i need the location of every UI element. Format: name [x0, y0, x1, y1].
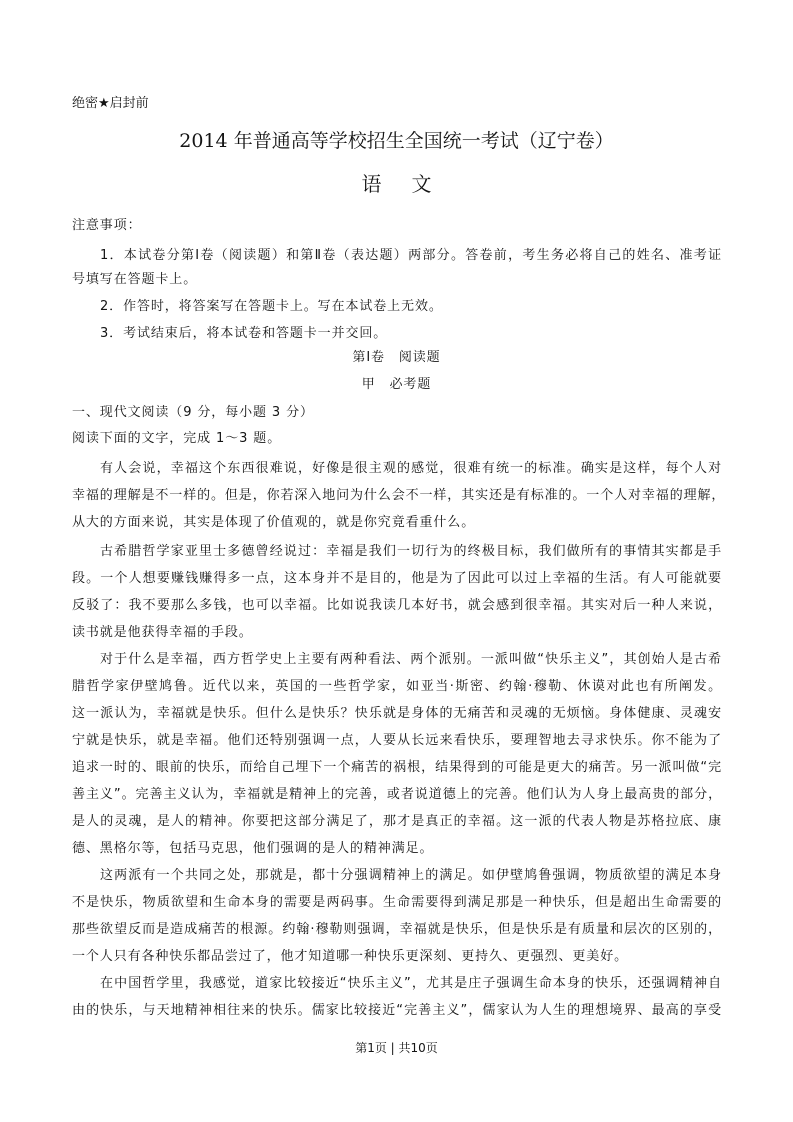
passage-line: 对于什么是幸福，西方哲学史上主要有两种看法、两个派别。一派叫做“快乐主义”，其创始人是古希 [100, 652, 722, 667]
notes-item: 1．本试卷分第Ⅰ卷（阅读题）和第Ⅱ卷（表达题）两部分。答卷前，考生务必将自己的姓名、准考证 [100, 248, 722, 263]
passage-line: 追求一时的、眼前的快乐，而给自己埋下一个痛苦的祸根，结果得到的可能是更大的痛苦。另一派叫做“完 [72, 760, 722, 775]
passage-line: 段。一个人想要赚钱赚得多一点，这本身并不是目的，他是为了因此可以过上幸福的生活。有人可能就要 [72, 571, 722, 586]
page-footer: 第1页 | 共10页 [355, 1041, 438, 1055]
passage-line: 幸福的理解是不一样的。但是，你若深入地问为什么会不一样，其实还是有标准的。一个人对幸福的理解， [72, 488, 726, 503]
passage-line: 古希腊哲学家亚里士多德曾经说过：幸福是我们一切行为的终极目标，我们做所有的事情其实都是手 [100, 544, 722, 559]
passage-line: 是人的灵魂，是人的精神。你要把这部分满足了，那才是真正的幸福。这一派的代表人物是苏格拉底、康 [72, 814, 722, 829]
question-heading: 一、现代文阅读（9 分，每小题 3 分） [72, 405, 314, 420]
passage-line: 反驳了：我不要那么多钱，也可以幸福。比如说我读几本好书，就会感到很幸福。其实对后一种人来说， [72, 598, 722, 613]
passage-line: 由的快乐，与天地精神相往来的快乐。儒家比较接近“完善主义”，儒家认为人生的理想境界、最高的享受 [72, 1003, 722, 1018]
passage-line: 宁就是快乐，就是幸福。他们还特别强调一点，人要从长远来看快乐，要理智地去寻求快乐。你不能为了 [72, 733, 722, 748]
confidential-label: 绝密★启封前 [72, 96, 149, 111]
passage-line: 德、黑格尔等，包括马克思，他们强调的是人的精神满足。 [72, 841, 434, 856]
notes-item: 3．考试结束后，将本试卷和答题卡一并交回。 [100, 326, 388, 341]
passage-line: 读书就是他获得幸福的手段。 [72, 625, 253, 640]
passage-line: 那些欲望反而是造成痛苦的根源。约翰·穆勒则强调，幸福就是快乐，但是快乐是有质量和层次的区别的， [72, 922, 722, 937]
passage-line: 腊哲学家伊壁鸠鲁。近代以来，英国的一些哲学家，如亚当·斯密、约翰·穆勒、休谟对此也有所阐发。 [72, 679, 722, 694]
passage-line: 不是快乐，物质欲望和生命本身的需要是两码事。生命需要得到满足那是一种快乐，但是超出生命需要的 [72, 895, 722, 910]
passage-line: 这一派认为，幸福就是快乐。但什么是快乐？快乐就是身体的无痛苦和灵魂的无烦恼。身体健康、灵魂安 [72, 706, 722, 721]
notes-item: 2．作答时，将答案写在答题卡上。写在本试卷上无效。 [100, 299, 443, 314]
part-heading: 第Ⅰ卷 阅读题 [352, 350, 441, 365]
passage-line: 在中国哲学里，我感觉，道家比较接近“快乐主义”，尤其是庄子强调生命本身的快乐，还强调精神自 [100, 976, 722, 991]
passage-line: 从大的方面来说，其实是体现了价值观的，就是你究竟看重什么。 [72, 515, 476, 530]
question-instruction: 阅读下面的文字，完成 1～3 题。 [72, 431, 282, 446]
passage-line: 这两派有一个共同之处，那就是，都十分强调精神上的满足。如伊壁鸠鲁强调，物质欲望的满足本身 [100, 868, 722, 883]
part-subheading: 甲 必考题 [361, 377, 432, 392]
passage-line: 有人会说，幸福这个东西很难说，好像是很主观的感觉，很难有统一的标准。确实是这样，每个人对 [100, 461, 722, 476]
passage-line: 一个人只有各种快乐都品尝过了，他才知道哪一种快乐更深刻、更持久、更强烈、更美好。 [72, 949, 629, 964]
passage-line: 善主义”。完善主义认为，幸福就是精神上的完善，或者说道德上的完善。他们认为人身上最高贵的部分， [72, 787, 722, 802]
notes-heading: 注意事项： [72, 218, 142, 233]
exam-title: 2014 年普通高等学校招生全国统一考试（辽宁卷） [179, 130, 614, 152]
notes-item: 号填写在答题卡上。 [72, 272, 198, 287]
subject-title: 语文 [361, 172, 462, 196]
